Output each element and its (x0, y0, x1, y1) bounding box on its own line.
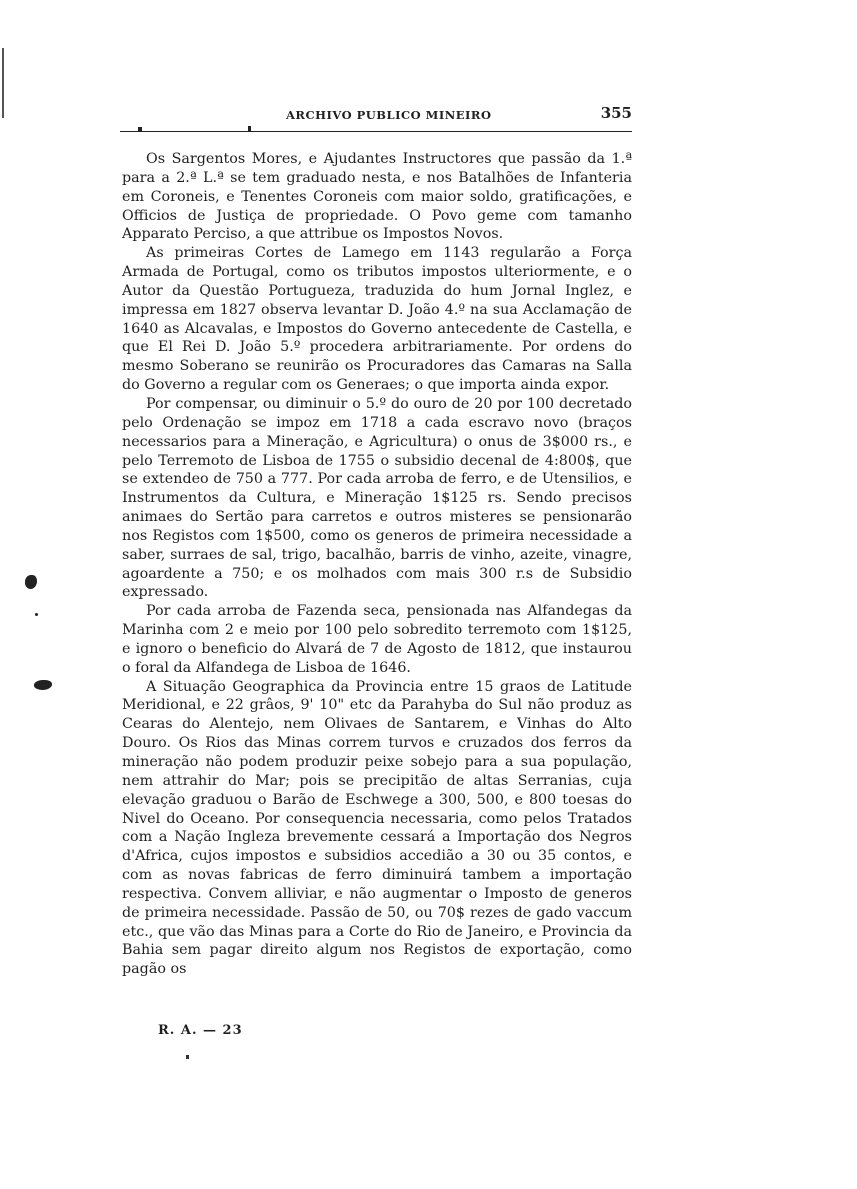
ink-blot (34, 680, 52, 690)
ink-dot (35, 613, 38, 616)
running-title: ARCHIVO PUBLICO MINEIRO (286, 108, 492, 122)
header-rule (120, 131, 632, 132)
running-header (120, 104, 632, 130)
paragraph: A Situação Geographica da Provincia entre 15 graos de Latitude Meridional, e 22 grâos, 9' 10" etc da Parahyba do Sul não produz as Cearas do Alentejo, nem Olivaes de Santarem, e Vinhas do Alto Douro. Os Rios das Minas correm turvos e cruzados dos ferros da mineração não podem produzir peixe sobejo para a sua população, nem attrahir do Mar; pois se precipitão de altas Serranias, cuja elevação graduou o Barão de Eschwege a 300, 500, e 800 toesas do Nivel do Oceano. Por consequencia necessaria, como pelos Tratados com a Nação Ingleza brevemente cessará a Importação dos Negros d'Africa, cujos impostos e subsidios accedião a 30 ou 35 contos, e com as novas fabricas de ferro diminuirá tambem a importação respectiva. Convem alliviar, e não augmentar o Imposto de generos de primeira necessidade. Passão de 50, ou 70$ rezes de gado vaccum etc., que vão das Minas para a Corte do Rio de Janeiro, e Provincia da Bahia sem pagar direito algum nos Registos de exportação, como pagão os (122, 678, 632, 978)
ink-blot (25, 575, 37, 589)
paragraph: Por compensar, ou diminuir o 5.º do ouro de 20 por 100 decretado pelo Ordenação se impoz em 1718 a cada escravo novo (braços necessarios para a Mineração, e Agricultura) o onus de 3$000 rs., e pelo Terremoto de Lisboa de 1755 o subsidio decenal de 4:800$, que se extendeo de 750 a 777. Por cada arroba de ferro, e de Utensilios, e Instrumentos da Cultura, e Mineração 1$125 rs. Sendo precisos animaes do Sertão para carretos e outros misteres se pensionarão nos Registos com 1$500, como os generos de primeira necessidade a saber, surraes de sal, trigo, bacalhão, barris de vinho, azeite, vinagre, agoardente a 750; e os molhados com mais 300 r.s de Subsidio expressado. (122, 395, 632, 601)
scan-edge-mark (2, 48, 4, 118)
ink-speck (186, 1055, 189, 1059)
body-text (122, 150, 632, 979)
paragraph: Os Sargentos Mores, e Ajudantes Instructores que passão da 1.ª para a 2.ª L.ª se tem graduado nesta, e nos Batalhões de Infanteria em Coroneis, e Tenentes Coroneis com maior soldo, gratificações, e Officios de Justiça de propriedade. O Povo geme com tamanho Apparato Perciso, a que attribue os Impostos Novos. (122, 151, 632, 243)
signature-mark: R. A. — 23 (158, 1023, 243, 1038)
page-number: 355 (600, 104, 632, 122)
paragraph: Por cada arroba de Fazenda seca, pensionada nas Alfandegas da Marinha com 2 e meio por 100 pelo sobredito terremoto com 1$125, e ignoro o beneficio do Alvará de 7 de Agosto de 1812, que instaurou o foral da Alfandega de Lisboa de 1646. (122, 603, 632, 676)
paragraph: As primeiras Cortes de Lamego em 1143 regularão a Força Armada de Portugal, como os tributos impostos ulteriormente, e o Autor da Questão Portugueza, traduzida do hum Jornal Inglez, e impressa em 1827 observa levantar D. João 4.º na sua Acclamação de 1640 as Alcavalas, e Impostos do Governo antecedente de Castella, e que El Rei D. João 5.º procedera arbitrariamente. Por ordens do mesmo Soberano se reunirão os Procuradores das Camaras na Salla do Governo a regular com os Generaes; o que importa ainda expor. (122, 245, 632, 394)
